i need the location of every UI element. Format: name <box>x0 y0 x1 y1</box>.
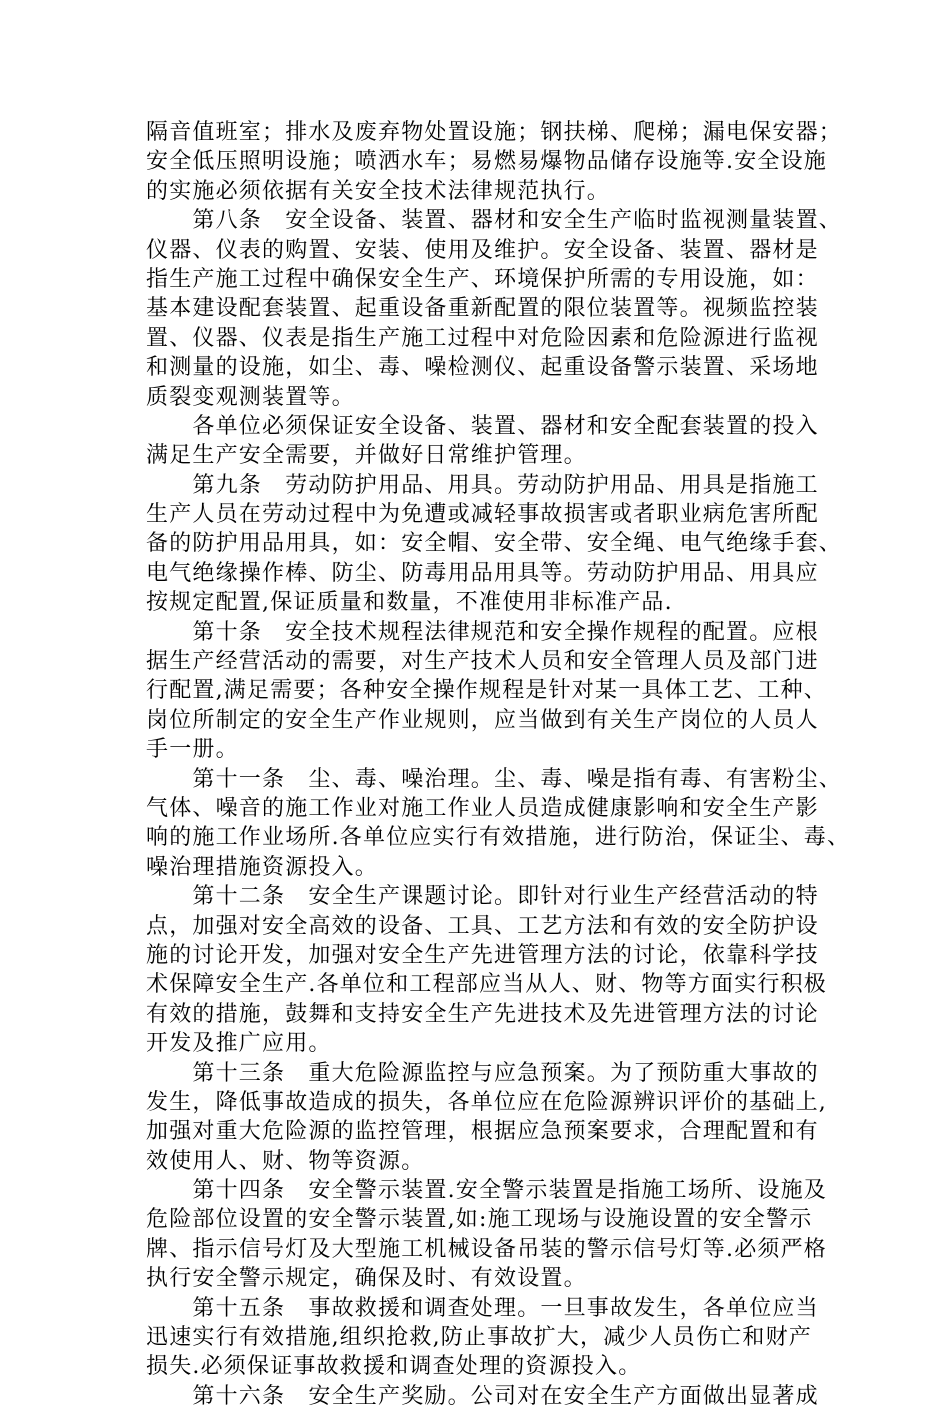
text-line: 和测量的设施，如尘、毒、噪检测仪、起重设备警示装置、采场地 <box>146 355 819 381</box>
text-line: 迅速实行有效措施,组织抢救,防止事故扩大，减少人员伤亡和财产 <box>146 1325 812 1351</box>
text-line: 有效的措施，鼓舞和支持安全生产先进技术及先进管理方法的讨论 <box>146 1001 819 1027</box>
text-line: 第十三条 重大危险源监控与应急预案。为了预防重大事故的 <box>146 1060 819 1086</box>
text-line: 牌、指示信号灯及大型施工机械设备吊装的警示信号灯等.必须严格 <box>146 1236 827 1262</box>
text-line: 第十四条 安全警示装置.安全警示装置是指施工场所、设施及 <box>146 1178 827 1204</box>
text-line: 的实施必须依据有关安全技术法律规范执行。 <box>146 178 611 204</box>
text-line: 危险部位设置的安全警示装置,如:施工现场与设施设置的安全警示 <box>146 1207 813 1233</box>
text-line: 仪器、仪表的购置、安装、使用及维护。安全设备、装置、器材是 <box>146 237 819 263</box>
text-line: 第十二条 安全生产课题讨论。即针对行业生产经营活动的特 <box>146 884 819 910</box>
text-line: 效使用人、财、物等资源。 <box>146 1148 425 1174</box>
text-line: 发生，降低事故造成的损失，各单位应在危险源辨识评价的基础上, <box>146 1089 827 1115</box>
text-line: 安全低压照明设施；喷洒水车；易燃易爆物品储存设施等.安全设施 <box>146 149 827 175</box>
text-line: 置、仪器、仪表是指生产施工过程中对危险因素和危险源进行监视 <box>146 325 819 351</box>
text-line: 第十六条 安全生产奖励。公司对在安全生产方面做出显著成 <box>146 1383 819 1409</box>
text-line: 备的防护用品用具，如：安全帽、安全带、安全绳、电气绝缘手套、 <box>146 531 843 557</box>
text-line: 隔音值班室；排水及废弃物处置设施；钢扶梯、爬梯；漏电保安器； <box>146 120 843 145</box>
text-line: 第十一条 尘、毒、噪治理。尘、毒、噪是指有毒、有害粉尘、 <box>146 766 843 792</box>
text-line: 满足生产安全需要，并做好日常维护管理。 <box>146 443 587 469</box>
text-line: 点，加强对安全高效的设备、工具、工艺方法和有效的安全防护设 <box>146 913 819 939</box>
text-line: 按规定配置,保证质量和数量，不准使用非标准产品. <box>146 590 673 616</box>
text-line: 噪治理措施资源投入。 <box>146 854 379 880</box>
text-line: 各单位必须保证安全设备、装置、器材和安全配套装置的投入 <box>146 413 819 439</box>
text-line: 基本建设配套装置、起重设备重新配置的限位装置等。视频监控装 <box>146 296 819 322</box>
text-line: 术保障安全生产.各单位和工程部应当从人、财、物等方面实行积极 <box>146 972 827 998</box>
text-line: 生产人员在劳动过程中为免遭或减轻事故损害或者职业病危害所配 <box>146 502 819 528</box>
text-line: 施的讨论开发，加强对安全生产先进管理方法的讨论，依靠科学技 <box>146 942 819 968</box>
text-line: 执行安全警示规定，确保及时、有效设置。 <box>146 1266 587 1292</box>
text-line: 岗位所制定的安全生产作业规则，应当做到有关生产岗位的人员人 <box>146 707 819 733</box>
text-line: 行配置,满足需要；各种安全操作规程是针对某一具体工艺、工种、 <box>146 678 827 704</box>
text-line: 电气绝缘操作棒、防尘、防毒用品用具等。劳动防护用品、用具应 <box>146 560 819 586</box>
text-line: 第八条 安全设备、装置、器材和安全生产临时监视测量装置、 <box>146 208 843 234</box>
text-line: 第十五条 事故救援和调查处理。一旦事故发生，各单位应当 <box>146 1295 819 1321</box>
text-line: 据生产经营活动的需要，对生产技术人员和安全管理人员及部门进 <box>146 649 819 675</box>
text-line: 开发及推广应用。 <box>146 1031 332 1057</box>
text-line: 加强对重大危险源的监控管理，根据应急预案要求，合理配置和有 <box>146 1119 819 1145</box>
text-line: 损失.必须保证事故救援和调查处理的资源投入。 <box>146 1354 642 1380</box>
text-line: 手一册。 <box>146 737 239 763</box>
text-line: 质裂变观测装置等。 <box>146 384 355 410</box>
text-line: 第九条 劳动防护用品、用具。劳动防护用品、用具是指施工 <box>146 472 819 498</box>
text-line: 气体、噪音的施工作业对施工作业人员造成健康影响和安全生产影 <box>146 795 819 821</box>
document-body <box>146 118 851 1411</box>
text-line: 响的施工作业场所.各单位应实行有效措施，进行防治，保证尘、毒、 <box>146 825 851 851</box>
text-line: 指生产施工过程中确保安全生产、环境保护所需的专用设施，如： <box>146 266 819 292</box>
text-line: 第十条 安全技术规程法律规范和安全操作规程的配置。应根 <box>146 619 819 645</box>
